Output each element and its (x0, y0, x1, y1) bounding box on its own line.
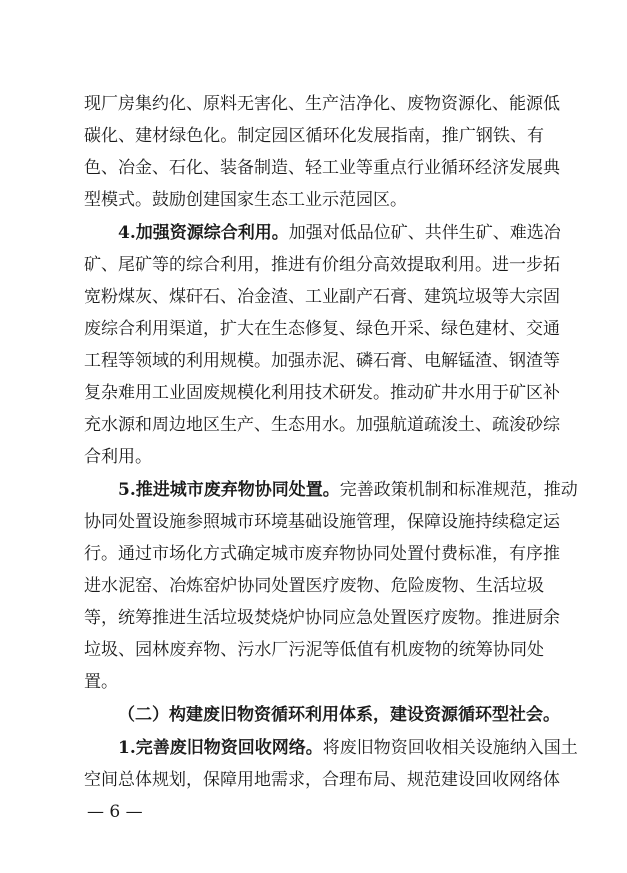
paragraph-3-line-6: 垃圾、园林废弃物、污水厂污泥等低值有机废物的统筹协同处 (84, 640, 544, 660)
paragraph-2-lead: 4.加强资源综合利用。 (118, 223, 289, 243)
paragraph-3-first-line (118, 475, 578, 505)
paragraph-3-first-line-rest: 完善政策机制和标准规范，推动 (339, 480, 578, 500)
section-heading: （二）构建废旧物资循环利用体系，建设资源循环型社会。 (118, 705, 560, 725)
paragraph-4-line-2: 空间总体规划，保障用地需求，合理布局、规范建设回收网络体 (84, 770, 560, 790)
paragraph-1-line-4: 型模式。鼓励创建国家生态工业示范园区。 (84, 190, 407, 210)
paragraph-2-line-7: 充水源和周边地区生产、生态用水。加强航道疏浚土、疏浚砂综 (84, 415, 560, 435)
paragraph-4-first-line (118, 733, 578, 763)
paragraph-2-line-5: 工程等领域的利用规模。加强赤泥、磷石膏、电解锰渣、钢渣等 (84, 351, 560, 371)
paragraph-2-line-6: 复杂难用工业固废规模化利用技术研发。推动矿井水用于矿区补 (84, 383, 560, 403)
paragraph-2-line-2: 矿、尾矿等的综合利用，推进有价组分高效提取利用。进一步拓 (84, 255, 560, 275)
paragraph-4-first-line-rest: 将废旧物资回收相关设施纳入国土 (322, 738, 578, 758)
paragraph-1-line-2: 碳化、建材绿色化。制定园区循环化发展指南，推广钢铁、有 (84, 126, 544, 146)
paragraph-2-first-line-rest: 加强对低品位矿、共伴生矿、难选冶 (288, 223, 561, 243)
paragraph-1-line-1: 现厂房集约化、原料无害化、生产洁净化、废物资源化、能源低 (84, 94, 560, 114)
paragraph-3-line-2: 协同处置设施参照城市环境基础设施管理，保障设施持续稳定运 (84, 512, 560, 532)
page-number: — 6 — (87, 802, 143, 822)
paragraph-3-line-7: 置。 (84, 672, 118, 692)
paragraph-2-line-8: 合利用。 (84, 447, 152, 467)
paragraph-1-line-3: 色、冶金、石化、装备制造、轻工业等重点行业循环经济发展典 (84, 158, 560, 178)
paragraph-3-line-3: 行。通过市场化方式确定城市废弃物协同处置付费标准，有序推 (84, 544, 560, 564)
paragraph-2-line-4: 废综合利用渠道，扩大在生态修复、绿色开采、绿色建材、交通 (84, 319, 560, 339)
paragraph-3-lead: 5.推进城市废弃物协同处置。 (118, 480, 340, 500)
paragraph-3-line-4: 进水泥窑、冶炼窑炉协同处置医疗废物、危险废物、生活垃圾 (84, 576, 544, 596)
paragraph-2-first-line (118, 218, 561, 248)
paragraph-3-line-5: 等，统筹推进生活垃圾焚烧炉协同应急处置医疗废物。推进厨余 (84, 608, 560, 628)
paragraph-4-lead: 1.完善废旧物资回收网络。 (118, 738, 323, 758)
paragraph-2-line-3: 宽粉煤灰、煤矸石、冶金渣、工业副产石膏、建筑垃圾等大宗固 (84, 287, 560, 307)
